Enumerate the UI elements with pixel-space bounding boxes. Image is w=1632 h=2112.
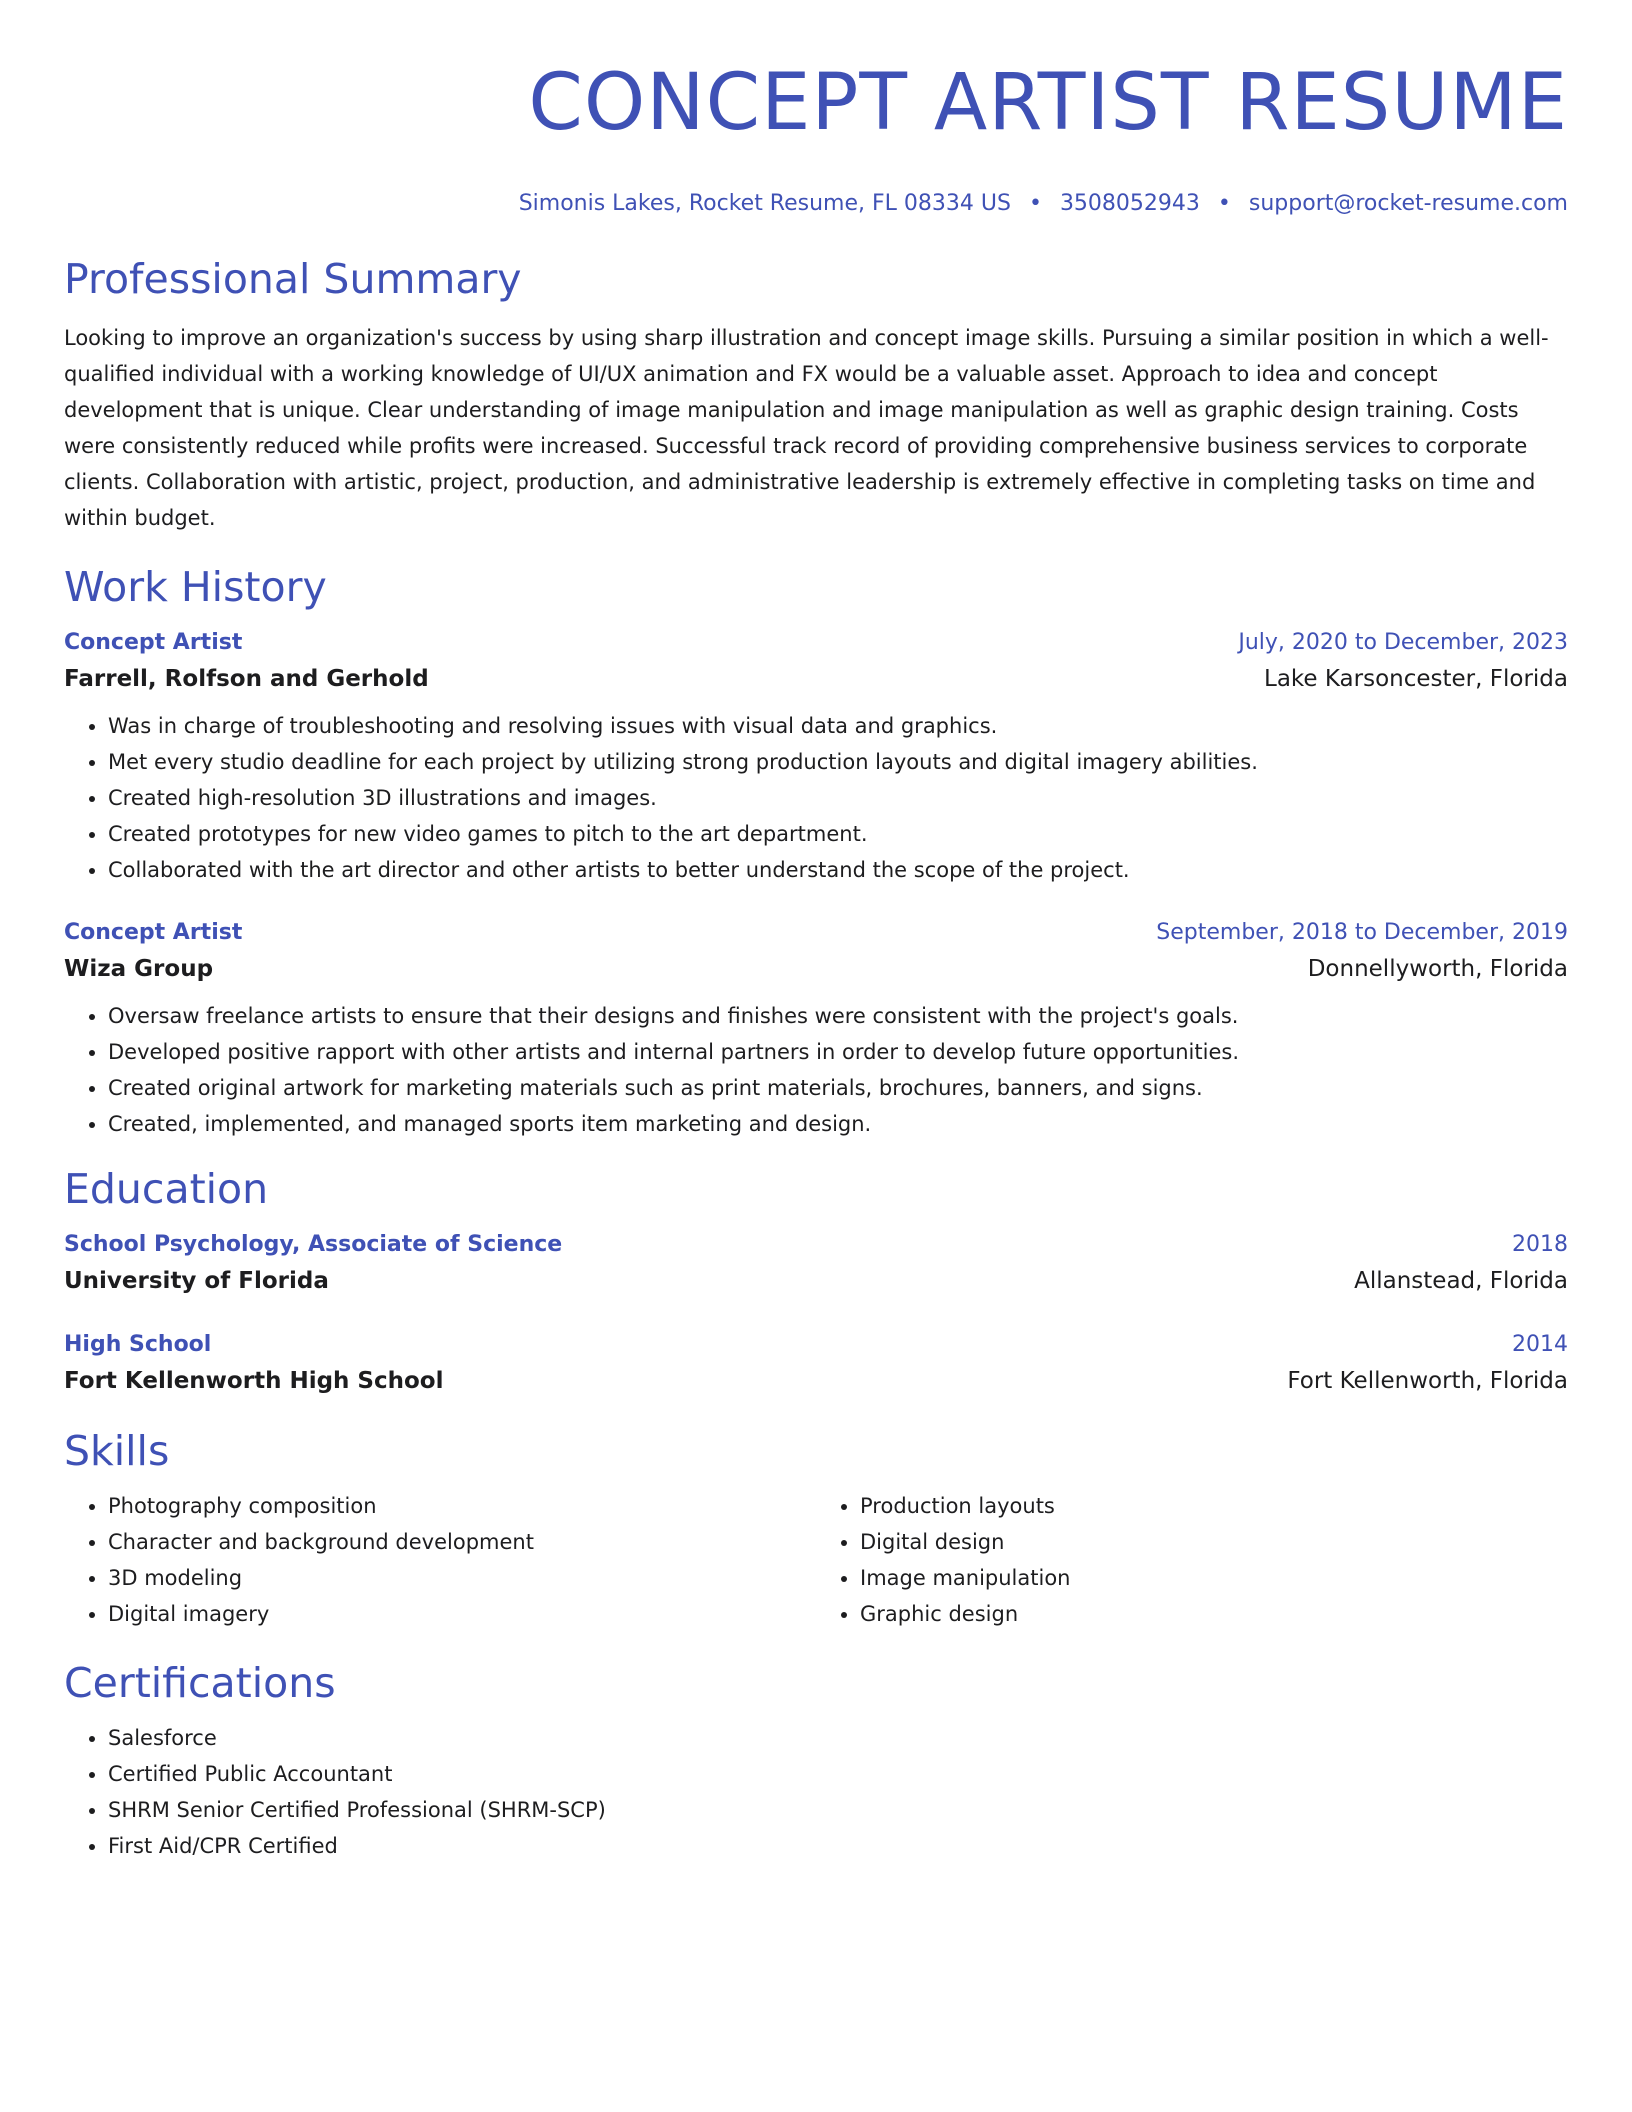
resume-title: CONCEPT ARTIST RESUME xyxy=(528,58,1568,148)
certification-item: • First Aid/CPR Certified xyxy=(108,1828,1568,1864)
skill-item: • Image manipulation xyxy=(860,1560,1568,1596)
job-title: Concept Artist xyxy=(64,630,243,655)
skill-item: • Photography composition xyxy=(108,1488,816,1524)
job-bullet: • Was in charge of troubleshooting and resolving issues with visual data and graphics. xyxy=(108,708,1568,744)
skill-item: • Character and background development xyxy=(108,1524,816,1560)
skills-columns xyxy=(64,1488,1568,1632)
job-bullet: • Created, implemented, and managed sports item marketing and design. xyxy=(108,1106,1568,1142)
job-bullet: • Oversaw freelance artists to ensure that their designs and finishes were consistent with the project's goals. xyxy=(108,998,1568,1034)
certification-item: • Salesforce xyxy=(108,1720,1568,1756)
job-dates: July, 2020 to December, 2023 xyxy=(1238,630,1568,655)
skills-list-left xyxy=(64,1488,816,1632)
job-bullets xyxy=(64,998,1568,1142)
skill-item: • Digital imagery xyxy=(108,1596,816,1632)
certifications-heading: Certifications xyxy=(64,1659,336,1707)
skills-list-right xyxy=(816,1488,1568,1632)
education-heading: Education xyxy=(64,1165,269,1213)
job-bullet: • Created high-resolution 3D illustrations and images. xyxy=(108,780,1568,816)
education-school: University of Florida xyxy=(64,1268,329,1294)
job-dates: September, 2018 to December, 2019 xyxy=(1156,920,1568,945)
contact-separator: • xyxy=(1217,191,1231,216)
job-bullet: • Collaborated with the art director and other artists to better understand the scope of the project. xyxy=(108,852,1568,888)
skill-item: • 3D modeling xyxy=(108,1560,816,1596)
education-year: 2018 xyxy=(1512,1232,1568,1257)
education-location: Allanstead, Florida xyxy=(1354,1268,1568,1294)
job-company: Farrell, Rolfson and Gerhold xyxy=(64,666,429,692)
education-entry xyxy=(64,1328,1568,1400)
summary-heading: Professional Summary xyxy=(64,255,522,303)
job-bullet: • Created prototypes for new video games to pitch to the art department. xyxy=(108,816,1568,852)
job-location: Lake Karsoncester, Florida xyxy=(1264,666,1568,692)
contact-email: support@rocket-resume.com xyxy=(1248,191,1568,216)
job-company: Wiza Group xyxy=(64,956,214,982)
education-degree: High School xyxy=(64,1332,212,1357)
job-bullet: • Met every studio deadline for each project by utilizing strong production layouts and digital imagery abilities. xyxy=(108,744,1568,780)
certification-item: • SHRM Senior Certified Professional (SHRM-SCP) xyxy=(108,1792,1568,1828)
education-year: 2014 xyxy=(1512,1332,1568,1357)
job-location: Donnellyworth, Florida xyxy=(1307,956,1568,982)
certifications-list xyxy=(64,1720,1568,1864)
education-entry xyxy=(64,1228,1568,1300)
summary-text: Looking to improve an organization's success by using sharp illustration and concept image skills. Pursuing a similar position in which a well-qualified individual with a working knowledge of UI/UX animation and FX would be a valuable asset. Approach to idea and concept development that is unique. Clear understanding of image manipulation and image manipulation as well as graphic design training. Costs were consistently reduced while profits were increased. Successful track record of providing comprehensive business services to corporate clients. Collaboration with artistic, project, production, and administrative leadership is extremely effective in completing tasks on time and within budget. xyxy=(64,326,1549,530)
job-bullet: • Developed positive rapport with other artists and internal partners in order to develop future opportunities. xyxy=(108,1034,1568,1070)
contact-line xyxy=(64,190,1568,218)
skill-item: • Graphic design xyxy=(860,1596,1568,1632)
job-title: Concept Artist xyxy=(64,920,243,945)
certification-item: • Certified Public Accountant xyxy=(108,1756,1568,1792)
job-entry xyxy=(64,916,1568,1142)
job-bullet: • Created original artwork for marketing materials such as print materials, brochures, banners, and signs. xyxy=(108,1070,1568,1106)
education-school: Fort Kellenworth High School xyxy=(64,1368,444,1394)
contact-phone: 3508052943 xyxy=(1059,191,1200,216)
skill-item: • Production layouts xyxy=(860,1488,1568,1524)
education-degree: School Psychology, Associate of Science xyxy=(64,1232,563,1257)
skill-item: • Digital design xyxy=(860,1524,1568,1560)
skills-heading: Skills xyxy=(64,1427,170,1475)
education-location: Fort Kellenworth, Florida xyxy=(1287,1368,1568,1394)
job-entry xyxy=(64,626,1568,888)
work-history-heading: Work History xyxy=(64,563,327,611)
resume-header xyxy=(64,58,1568,218)
contact-address: Simonis Lakes, Rocket Resume, FL 08334 US xyxy=(518,191,1011,216)
job-bullets xyxy=(64,708,1568,888)
contact-separator: • xyxy=(1028,191,1042,216)
